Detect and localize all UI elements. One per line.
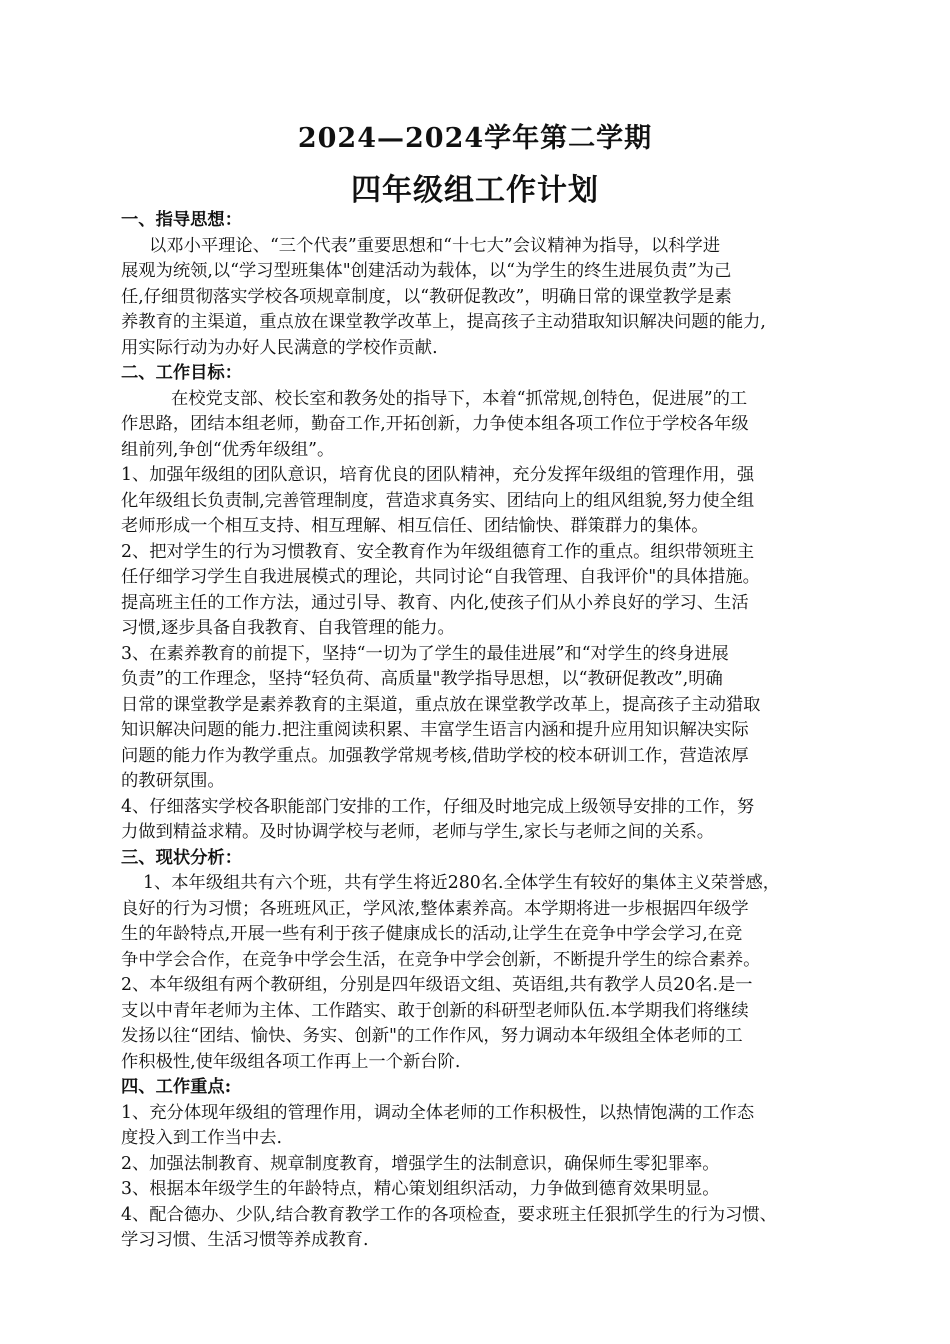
text-line: 用实际行动为办好人民满意的学校作贡献. — [121, 337, 438, 358]
text-line: 展观为统领,以“学习型班集体"创建活动为载体，以“为学生的终生进展负责”为己 — [121, 261, 732, 281]
text-line: 支以中青年老师为主体、工作踏实、敢于创新的科研型老师队伍.本学期我们将继续 — [121, 1000, 749, 1021]
text-line: 3、根据本年级学生的年龄特点，精心策划组织活动，力争做到德育效果明显。 — [121, 1179, 720, 1199]
text-line: 2、本年级组有两个教研组，分别是四年级语文组、英语组,共有教学人员20名.是一 — [121, 975, 753, 995]
text-line: 习惯,逐步具备自我教育、自我管理的能力。 — [121, 618, 455, 638]
document-title-line1: 2024—2024学年第二学期 — [297, 123, 653, 154]
text-line: 1、充分体现年级组的管理作用，调动全体老师的工作积极性，以热情饱满的工作态 — [121, 1102, 755, 1123]
section-heading: 一、指导思想： — [121, 210, 242, 230]
text-line: 生的年龄特点,开展一些有利于孩子健康成长的活动,让学生在竞争中学会学习,在竞 — [121, 924, 743, 944]
text-line: 1、加强年级组的团队意识，培育优良的团队精神，充分发挥年级组的管理作用，强 — [121, 465, 755, 485]
text-line: 2、把对学生的行为习惯教育、安全教育作为年级组德育工作的重点。组织带领班主 — [121, 541, 755, 562]
text-line: 学习习惯、生活习惯等养成教育. — [121, 1230, 369, 1250]
text-line: 1、本年级组共有六个班，共有学生将近280名.全体学生有较好的集体主义荣誉感， — [143, 873, 781, 893]
document-title-line2: 四年级组工作计划 — [351, 173, 599, 208]
text-line: 作积极性,使年级组各项工作再上一个新台阶. — [121, 1051, 461, 1072]
text-line: 4、配合德办、少队,结合教育教学工作的各项检查，要求班主任狠抓学生的行为习惯、 — [121, 1204, 777, 1225]
text-line: 知识解决问题的能力.把注重阅读积累、丰富学生语言内涵和提升应用知识解决实际 — [121, 720, 749, 740]
text-line: 的教研氛围。 — [121, 771, 225, 791]
text-line: 争中学会合作，在竞争中学会生活，在竞争中学会创新，不断提升学生的综合素养。 — [121, 949, 761, 970]
text-line: 良好的行为习惯；各班班风正，学风浓,整体素养高。本学期将进一步根据四年级学 — [121, 898, 749, 919]
text-line: 老师形成一个相互支持、相互理解、相互信任、团结愉快、群策群力的集体。 — [121, 516, 709, 536]
text-line: 3、在素养教育的前提下，坚持“一切为了学生的最佳进展”和“对学生的终身进展 — [121, 643, 729, 664]
text-line: 在校党支部、校长室和教务处的指导下，本着“抓常规,创特色，促进展”的工 — [171, 388, 748, 409]
text-line: 任,仔细贯彻落实学校各项规章制度，以“教研促教改”，明确日常的课堂教学是素 — [121, 286, 732, 307]
section-heading: 四、工作重点: — [121, 1077, 232, 1097]
section-heading: 二、工作目标： — [121, 363, 242, 383]
text-line: 养教育的主渠道，重点放在课堂教学改革上，提高孩子主动猎取知识解决问题的能力, — [121, 312, 766, 332]
section-heading: 三、现状分析： — [121, 847, 242, 868]
text-line: 2、加强法制教育、规章制度教育，增强学生的法制意识，确保师生零犯罪率。 — [121, 1153, 720, 1174]
text-line: 作思路，团结本组老师，勤奋工作,开拓创新，力争使本组各项工作位于学校各年级 — [121, 414, 749, 434]
text-line: 化年级组长负责制,完善管理制度，营造求真务实、团结向上的组风组貌,努力使全组 — [121, 490, 755, 511]
text-line: 以邓小平理论、“三个代表”重要思想和“十七大”会议精神为指导，以科学进 — [149, 235, 721, 256]
text-line: 度投入到工作当中去. — [121, 1128, 283, 1148]
text-line: 力做到精益求精。及时协调学校与老师，老师与学生,家长与老师之间的关系。 — [121, 822, 715, 842]
text-line: 发扬以往“团结、愉快、务实、创新"的工作作风，努力调动本年级组全体老师的工 — [121, 1026, 743, 1046]
text-line: 提高班主任的工作方法，通过引导、教育、内化,使孩子们从小养良好的学习、生活 — [121, 592, 749, 613]
text-line: 组前列,争创“优秀年级组”。 — [121, 439, 335, 460]
text-line: 问题的能力作为教学重点。加强教学常规考核,借助学校的校本研训工作，营造浓厚 — [121, 745, 749, 766]
text-line: 任仔细学习学生自我进展模式的理论，共同讨论“自我管理、自我评价"的具体措施。 — [121, 567, 760, 587]
text-line: 4、仔细落实学校各职能部门安排的工作，仔细及时地完成上级领导安排的工作，努 — [121, 796, 755, 817]
text-line: 负责”的工作理念，坚持“轻负荷、高质量"教学指导思想，以“教研促教改”,明确 — [121, 669, 723, 689]
text-line: 日常的课堂教学是素养教育的主渠道，重点放在课堂教学改革上，提高孩子主动猎取 — [121, 694, 761, 715]
document-body — [121, 208, 837, 1254]
